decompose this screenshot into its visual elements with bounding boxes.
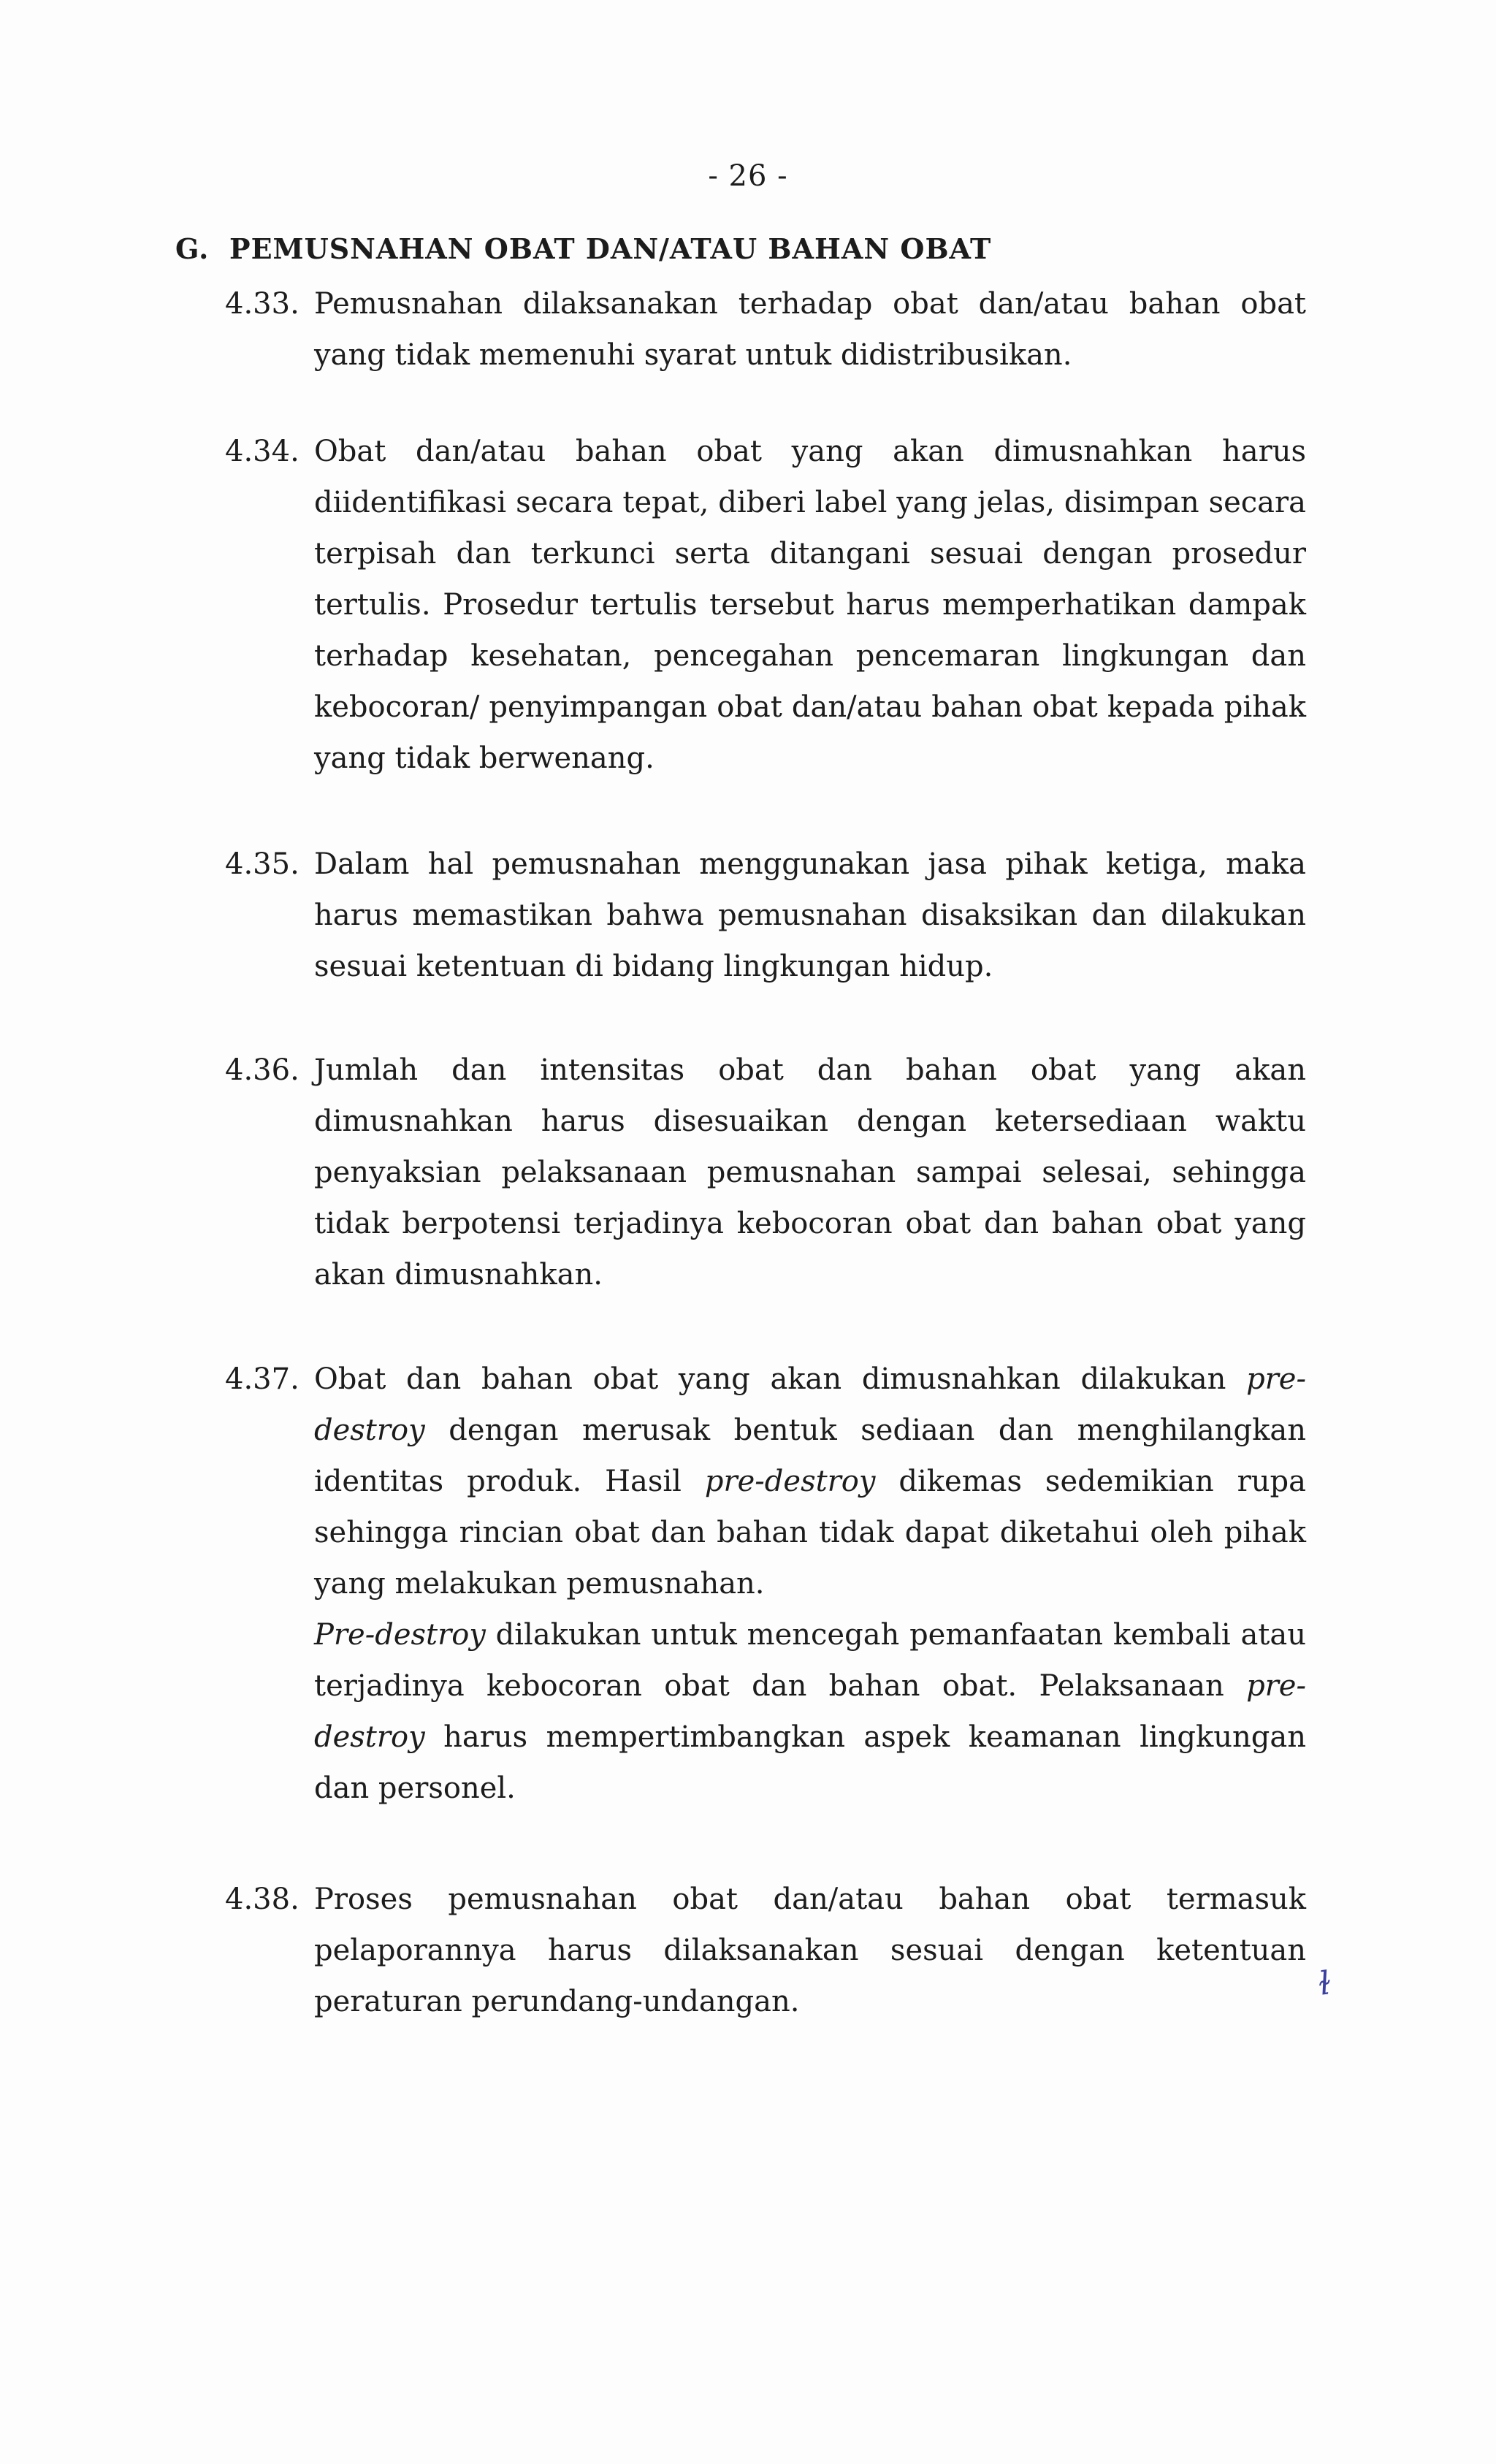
handwritten-initial: ɫ: [1316, 1964, 1334, 2003]
clause-text: Jumlah dan intensitas obat dan bahan obat yang akan dimusnahkan harus disesuaikan dengan ketersediaan waktu penyaksian pelaksanaan pemusnahan sampai selesai, sehingga tidak berpotensi terjadinya kebocoran obat dan bahan obat yang akan dimusnahkan.: [314, 1053, 1306, 1292]
clause-number: 4.34.: [225, 435, 299, 468]
clause-text: Proses pemusnahan obat dan/atau bahan obat termasuk pelaporannya harus dilaksanakan sesuai dengan ketentuan peraturan perundang-undangan.: [314, 1883, 1306, 2018]
clause-text: Dalam hal pemusnahan menggunakan jasa pihak ketiga, maka harus memastikan bahwa pemusnahan disaksikan dan dilakukan sesuai ketentuan di bidang lingkungan hidup.: [314, 847, 1306, 983]
clause-4-37: [225, 1354, 1306, 1814]
clause-4-36: [225, 1045, 1306, 1300]
clause-number: 4.33.: [225, 287, 299, 321]
clause-text: Pemusnahan dilaksanakan terhadap obat dan/atau bahan obat yang tidak memenuhi syarat untuk didistribusikan.: [314, 287, 1306, 372]
clause-4-34: [225, 426, 1306, 784]
page-number: - 26 -: [708, 159, 788, 193]
clause-text-paragraph-1: Obat dan bahan obat yang akan dimusnahkan dilakukan pre-destroy dengan merusak bentuk sediaan dan menghilangkan identitas produk. Hasil pre-destroy dikemas sedemikian rupa sehingga rincian obat dan bahan tidak dapat diketahui oleh pihak yang melakukan pemusnahan.: [314, 1362, 1307, 1601]
clause-4-33: [225, 278, 1306, 381]
clause-text-paragraph-2: Pre-destroy dilakukan untuk mencegah pemanfaatan kembali atau terjadinya kebocoran obat dan bahan obat. Pelaksanaan pre-destroy harus mempertimbangkan aspek keamanan lingkungan dan personel.: [314, 1618, 1306, 1805]
clause-number: 4.36.: [225, 1053, 299, 1087]
section-title: PEMUSNAHAN OBAT DAN/ATAU BAHAN OBAT: [229, 232, 992, 265]
clause-4-38: [225, 1874, 1306, 2027]
section-letter: G.: [175, 232, 210, 265]
clause-number: 4.35.: [225, 847, 299, 881]
clause-number: 4.37.: [225, 1362, 299, 1396]
clause-text: Obat dan/atau bahan obat yang akan dimusnahkan harus diidentifikasi secara tepat, diberi label yang jelas, disimpan secara terpisah dan terkunci serta ditangani sesuai dengan prosedur tertulis. Prosedur tertulis tersebut harus memperhatikan dampak terhadap kesehatan, pencegahan pencemaran lingkungan dan kebocoran/ penyimpangan obat dan/atau bahan obat kepada pihak yang tidak berwenang.: [314, 435, 1306, 775]
clause-4-35: [225, 839, 1306, 992]
clause-number: 4.38.: [225, 1883, 299, 1916]
section-heading: [175, 232, 991, 265]
